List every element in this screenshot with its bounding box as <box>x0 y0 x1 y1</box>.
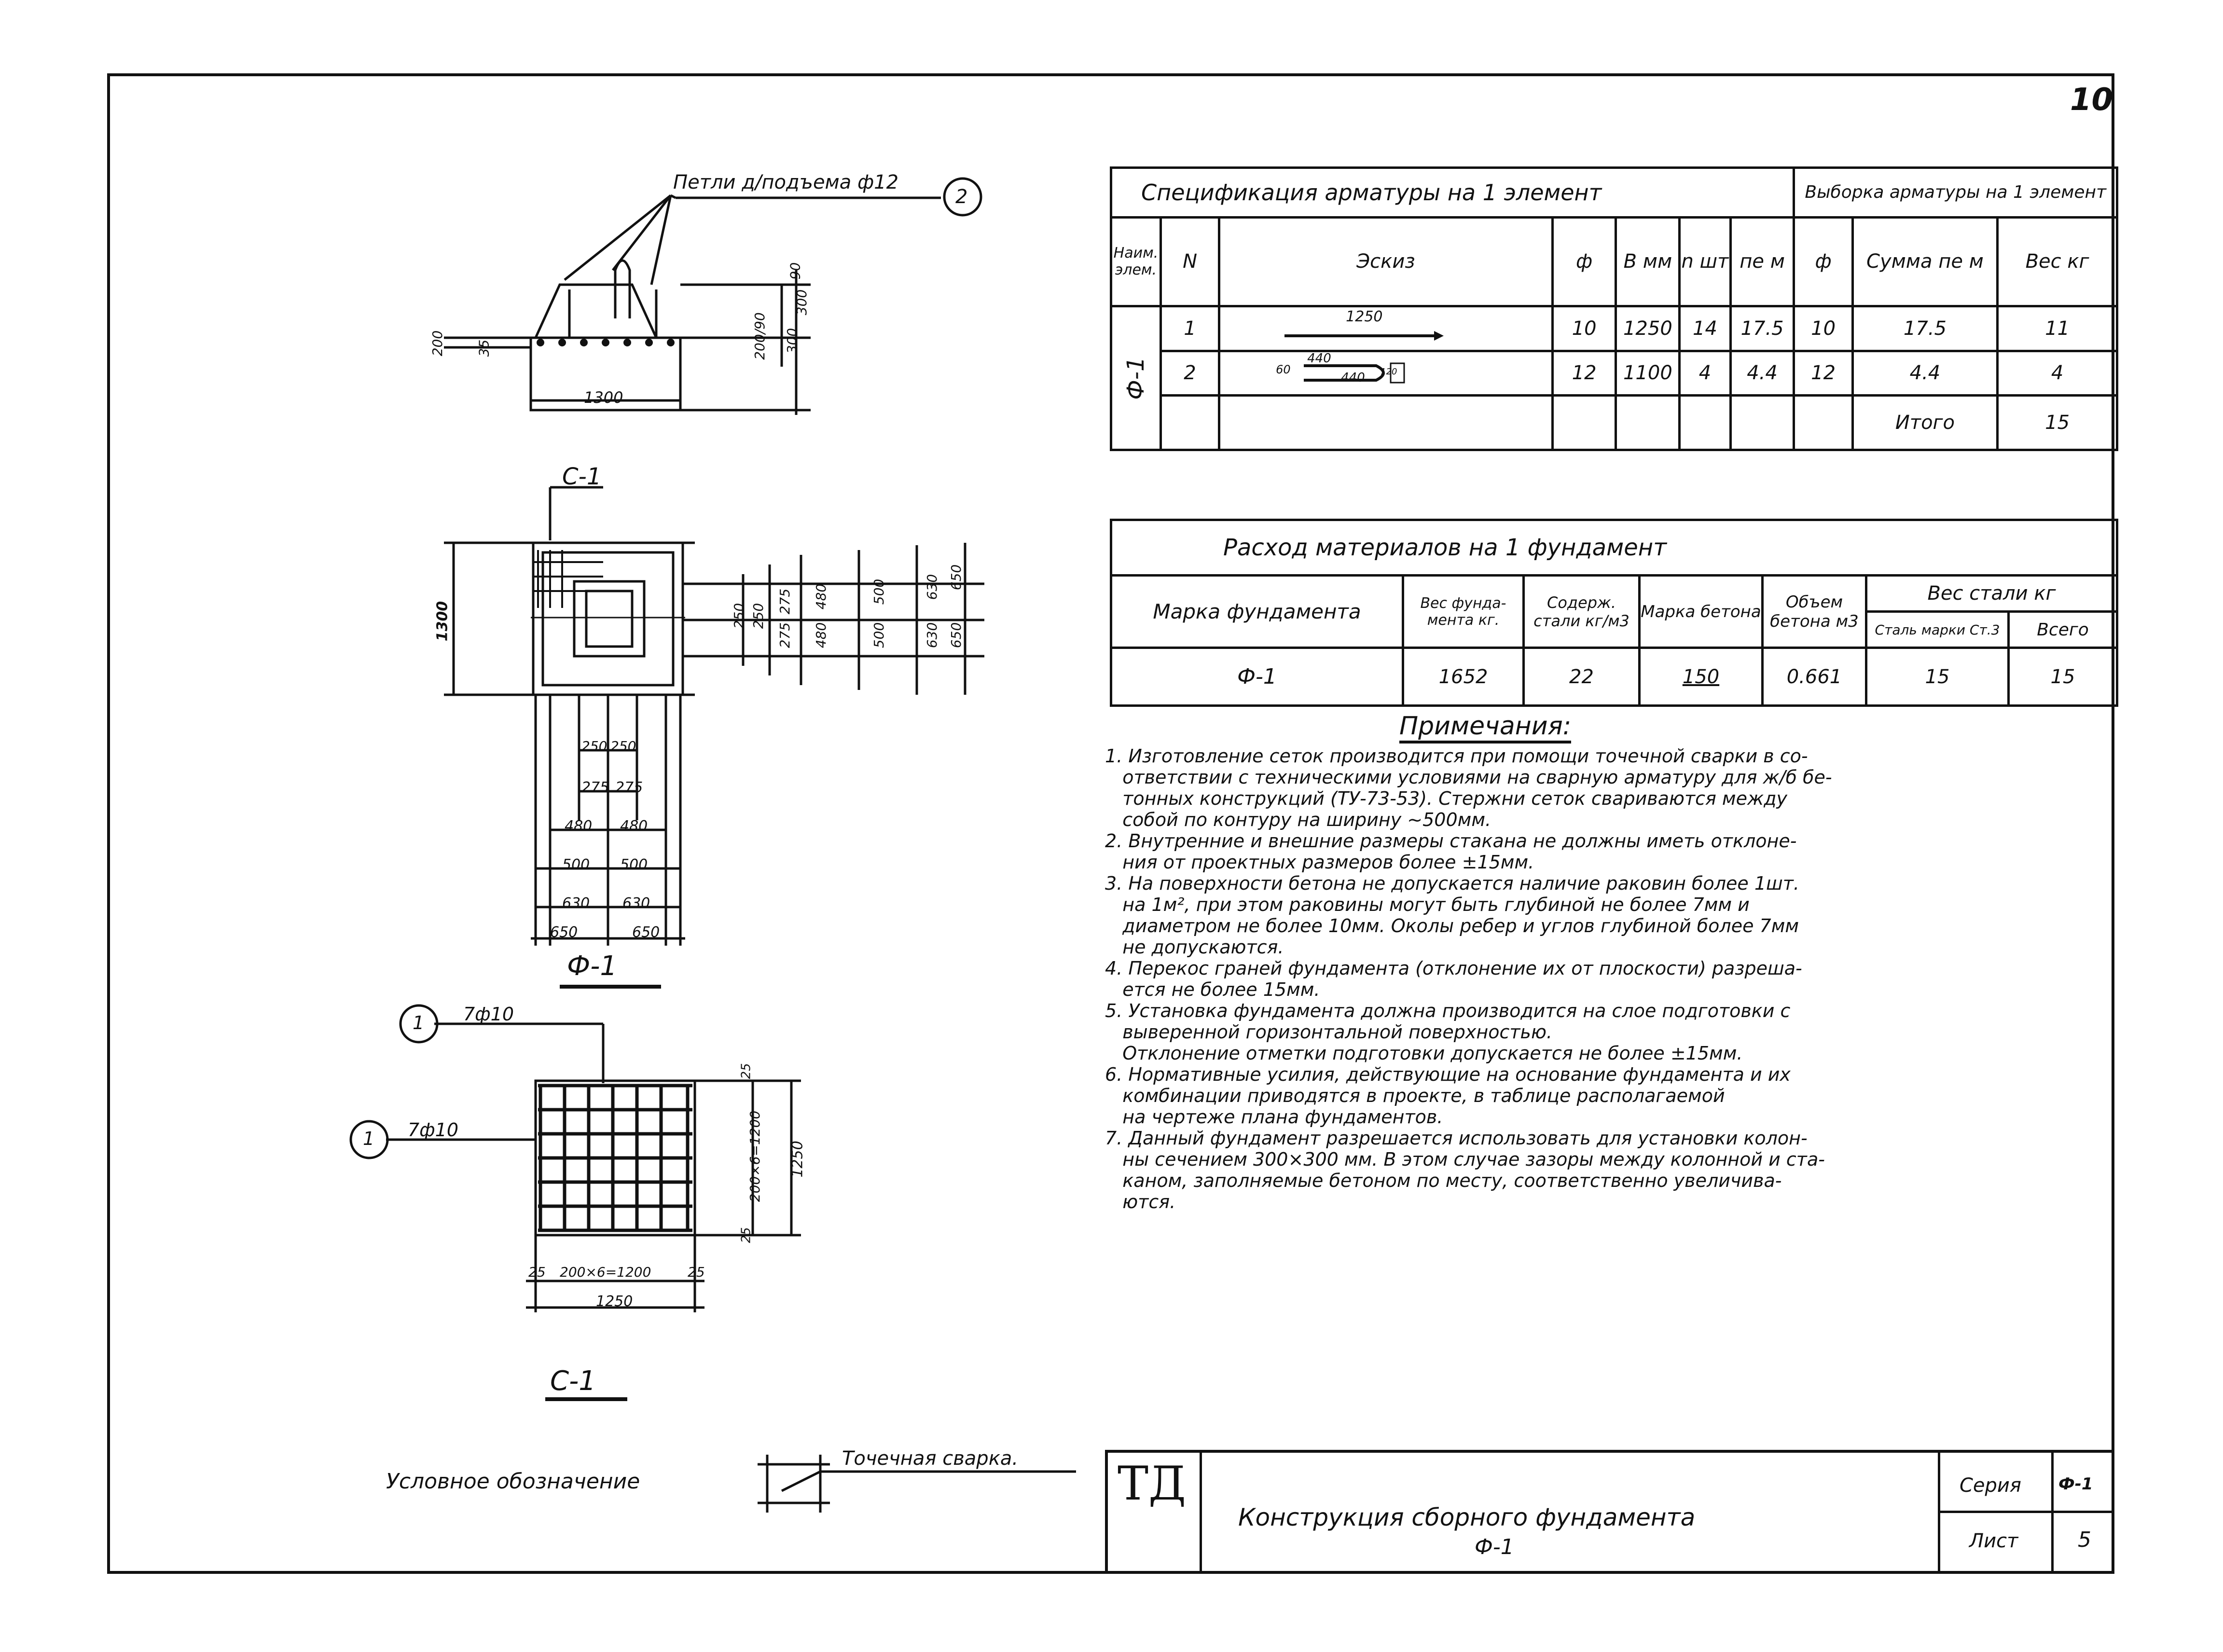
elevation-width-dim: 1300 <box>584 388 623 407</box>
plan-bottom-275b: 275 <box>615 779 643 796</box>
plan-dim-630b: 630 <box>924 622 940 648</box>
plan-dim-650b: 650 <box>948 622 965 648</box>
mesh-title: С-1 <box>550 1365 596 1397</box>
note-item: 3. На поверхности бетона не допускается наличие раковин более 1шт. на 1м², при этом раковины могут быть глубиной не более 7мм и диаметром не более 10мм. Околы ребер и углов глубиной более 7мм не допускаются. <box>1105 873 1800 958</box>
sheet-value: 5 <box>2078 1528 2091 1552</box>
header-number: N <box>1160 217 1219 306</box>
header-sketch: Эскиз <box>1219 217 1553 306</box>
cell-mark: Ф-1 <box>1111 648 1403 706</box>
row-phi: 12 <box>1552 351 1616 395</box>
drawing-title: Конструкция сборного фундамента <box>1238 1503 1696 1531</box>
row-sum: 4.4 <box>1852 351 1997 395</box>
drawing-subtitle: Ф-1 <box>1475 1535 1514 1559</box>
plan-bottom-630b: 630 <box>622 895 650 912</box>
header-length: пе м <box>1730 217 1794 306</box>
header-element: Наим. элем. <box>1111 217 1161 306</box>
plan-bottom-480b: 480 <box>620 818 648 835</box>
table-row <box>1111 306 2117 351</box>
loop-label: Петли д/подъема ф12 <box>673 171 899 193</box>
sketch-1-length: 1250 <box>1346 308 1383 326</box>
table-row-total <box>1111 396 2117 450</box>
note-item: 7. Данный фундамент разрешается использовать для установки колон- ны сечением 300×300 мм. В этом случае зазоры между колонной и ста- каном, заполняемые бетоном по месту, соответственно увеличива- ются. <box>1105 1128 1825 1212</box>
sketch-2-label-c: 120 <box>1381 366 1397 377</box>
plan-dim-650a: 650 <box>948 564 965 591</box>
mesh-dim-right-25-bot: 25 <box>739 1227 754 1243</box>
note-item: 6. Нормативные усилия, действующие на основание фундамента и их комбинации приводятся в проекте, в таблице располагаемой на чертеже плана фундаментов. <box>1105 1064 1791 1128</box>
mesh-dim-bottom-25a: 25 <box>528 1264 546 1280</box>
header-concrete-volume: Объем бетона м3 <box>1763 576 1866 648</box>
mesh-dim-right-total: 1250 <box>789 1141 806 1178</box>
row-sketch <box>1219 351 1553 395</box>
plan-dim-500b: 500 <box>871 622 887 648</box>
header-phi: ф <box>1552 217 1616 306</box>
spec-table <box>1110 166 2118 451</box>
plan-dim-250a: 250 <box>731 603 747 629</box>
header-b: B мм <box>1616 217 1680 306</box>
title-block <box>1105 1450 2114 1574</box>
plan-bottom-500a: 500 <box>562 856 590 873</box>
header-steel-content: Содерж. стали кг/м3 <box>1524 576 1640 648</box>
mesh-dim-right-25-top: 25 <box>739 1063 754 1079</box>
mesh-callout-number-left: 1 <box>363 1128 375 1149</box>
row-phi: 10 <box>1552 306 1616 351</box>
row-phi2: 10 <box>1794 306 1852 351</box>
loop-callout-number: 2 <box>955 186 968 208</box>
header-sum: Сумма пе м <box>1852 217 1997 306</box>
table-row <box>1111 648 2117 706</box>
legend-meaning: Точечная сварка. <box>842 1447 1019 1470</box>
plan-dim-250b: 250 <box>750 603 767 629</box>
table-row <box>1111 351 2117 395</box>
plan-dim-275b: 275 <box>777 622 793 648</box>
section-label: С-1 <box>562 463 602 490</box>
plan-bottom-500b: 500 <box>620 856 648 873</box>
plan-bottom-630a: 630 <box>562 895 590 912</box>
plan-dim-480b: 480 <box>813 622 829 648</box>
series-label: Серия <box>1960 1474 2021 1497</box>
mesh-callout-number-top: 1 <box>413 1012 425 1033</box>
foundation-drawings <box>0 0 1086 1652</box>
page-number: 10 <box>2070 82 2113 118</box>
plan-bottom-250b: 250 <box>610 738 636 754</box>
note-item: 4. Перекос граней фундамента (отклонение их от плоскости) разреша- ется не более 15мм. <box>1105 958 1802 1000</box>
row-count: 4 <box>1680 351 1730 395</box>
header-steel-st3: Сталь марки Ст.3 <box>1866 612 2009 648</box>
row-weight: 4 <box>1998 351 2117 395</box>
header-steel-weight: Вес стали кг <box>1866 576 2117 612</box>
row-length: 4.4 <box>1730 351 1794 395</box>
logo: ТД <box>1118 1457 1187 1511</box>
row-phi2: 12 <box>1794 351 1852 395</box>
elevation-dim-200-90: 200/90 <box>751 312 768 360</box>
elevation-dim-35: 35 <box>476 339 492 357</box>
header-concrete-mark: Марка бетона <box>1640 576 1763 648</box>
plan-bottom-650b: 650 <box>632 924 660 941</box>
row-sum: 17.5 <box>1852 306 1997 351</box>
total-value: 15 <box>1998 396 2117 450</box>
mesh-dim-right-mid: 200×6=1200 <box>747 1110 763 1202</box>
header-total: Всего <box>2009 612 2117 648</box>
spec-table-title: Спецификация арматуры на 1 элемент <box>1111 168 1794 218</box>
note-item: 1. Изготовление сеток производится при помощи точечной сварки в со- ответствии с техническими условиями на сварную арматуру для ж/б бе- тонных конструкций (ТУ-73-53). Стержни сеток свариваются между собой по контуру на ширину ~500мм. <box>1105 745 1832 830</box>
cell-weight: 1652 <box>1403 648 1524 706</box>
row-sketch <box>1219 306 1553 351</box>
cell-steel: 22 <box>1524 648 1640 706</box>
row-length: 17.5 <box>1730 306 1794 351</box>
mesh-dim-bottom-mid: 200×6=1200 <box>560 1264 651 1280</box>
materials-table-title: Расход материалов на 1 фундамент <box>1111 520 2117 576</box>
elevation-dim-300: 300 <box>794 289 810 316</box>
total-label: Итого <box>1852 396 1997 450</box>
row-n: 1 <box>1160 306 1219 351</box>
materials-table <box>1110 519 2118 707</box>
notes-title: Примечания: <box>1399 712 1571 743</box>
sketch-2-label-b: 440 <box>1341 370 1365 385</box>
row-b: 1250 <box>1616 306 1680 351</box>
row-count: 14 <box>1680 306 1730 351</box>
selection-table-title: Выборка арматуры на 1 элемент <box>1794 168 2117 218</box>
mesh-dim-bottom-25b: 25 <box>688 1264 705 1280</box>
header-weight: Вес кг <box>1998 217 2117 306</box>
element-name <box>1111 306 1161 450</box>
cell-concrete-mark: 150 <box>1640 648 1763 706</box>
cell-total: 15 <box>2009 648 2117 706</box>
row-weight: 11 <box>1998 306 2117 351</box>
header-foundation-weight: Вес фунда-мента кг. <box>1403 576 1524 648</box>
series-value: Ф-1 <box>2058 1474 2093 1494</box>
mesh-bar-label-top: 7ф10 <box>463 1004 514 1025</box>
plan-bottom-250a: 250 <box>581 738 608 754</box>
notes-list <box>1105 745 2113 1212</box>
legend-label: Условное обозначение <box>386 1469 640 1494</box>
elevation-dim-90: 90 <box>787 262 803 280</box>
sheet-label: Лист <box>1969 1530 2018 1552</box>
plan-title: Ф-1 <box>567 950 618 982</box>
plan-dim-480a: 480 <box>813 583 829 610</box>
mesh-dim-bottom-total: 1250 <box>596 1293 633 1310</box>
note-item: 5. Установка фундамента должна производится на слое подготовки с выверенной горизонтальной поверхностью. Отклонение отметки подготовки допускается не более ±15мм. <box>1105 1000 1791 1064</box>
plan-dim-500a: 500 <box>871 578 887 605</box>
mesh-bar-label-left: 7ф10 <box>408 1119 459 1141</box>
header-n: n шт <box>1680 217 1730 306</box>
elevation-dim-200: 200 <box>429 330 446 357</box>
plan-bottom-275a: 275 <box>581 779 609 796</box>
cell-volume: 0.661 <box>1763 648 1866 706</box>
plan-dim-630a: 630 <box>924 574 940 600</box>
title-block-right <box>1938 1453 2114 1571</box>
title-block-logo-cell <box>1108 1453 1202 1571</box>
note-item: 2. Внутренние и внешние размеры стакана не должны иметь отклоне- ния от проектных размеров более ±15мм. <box>1105 830 1797 873</box>
header-phi2: ф <box>1794 217 1852 306</box>
plan-left-dim: 1300 <box>434 601 451 642</box>
plan-outline <box>533 543 683 695</box>
sketch-2-label-a: 60 <box>1276 362 1291 376</box>
plan-bottom-480a: 480 <box>565 818 593 835</box>
row-b: 1100 <box>1616 351 1680 395</box>
bar-sketch-1 <box>1231 309 1540 348</box>
plan-bottom-650a: 650 <box>550 924 578 941</box>
elevation-dim-300b: 300 <box>784 328 801 354</box>
cell-steel-st3: 15 <box>1866 648 2009 706</box>
sketch-2-top-length: 440 <box>1307 351 1331 366</box>
header-mark: Марка фундамента <box>1111 576 1403 648</box>
element-name-text: Ф-1 <box>1122 357 1149 400</box>
row-n: 2 <box>1160 351 1219 395</box>
plan-dim-275a: 275 <box>777 588 793 615</box>
